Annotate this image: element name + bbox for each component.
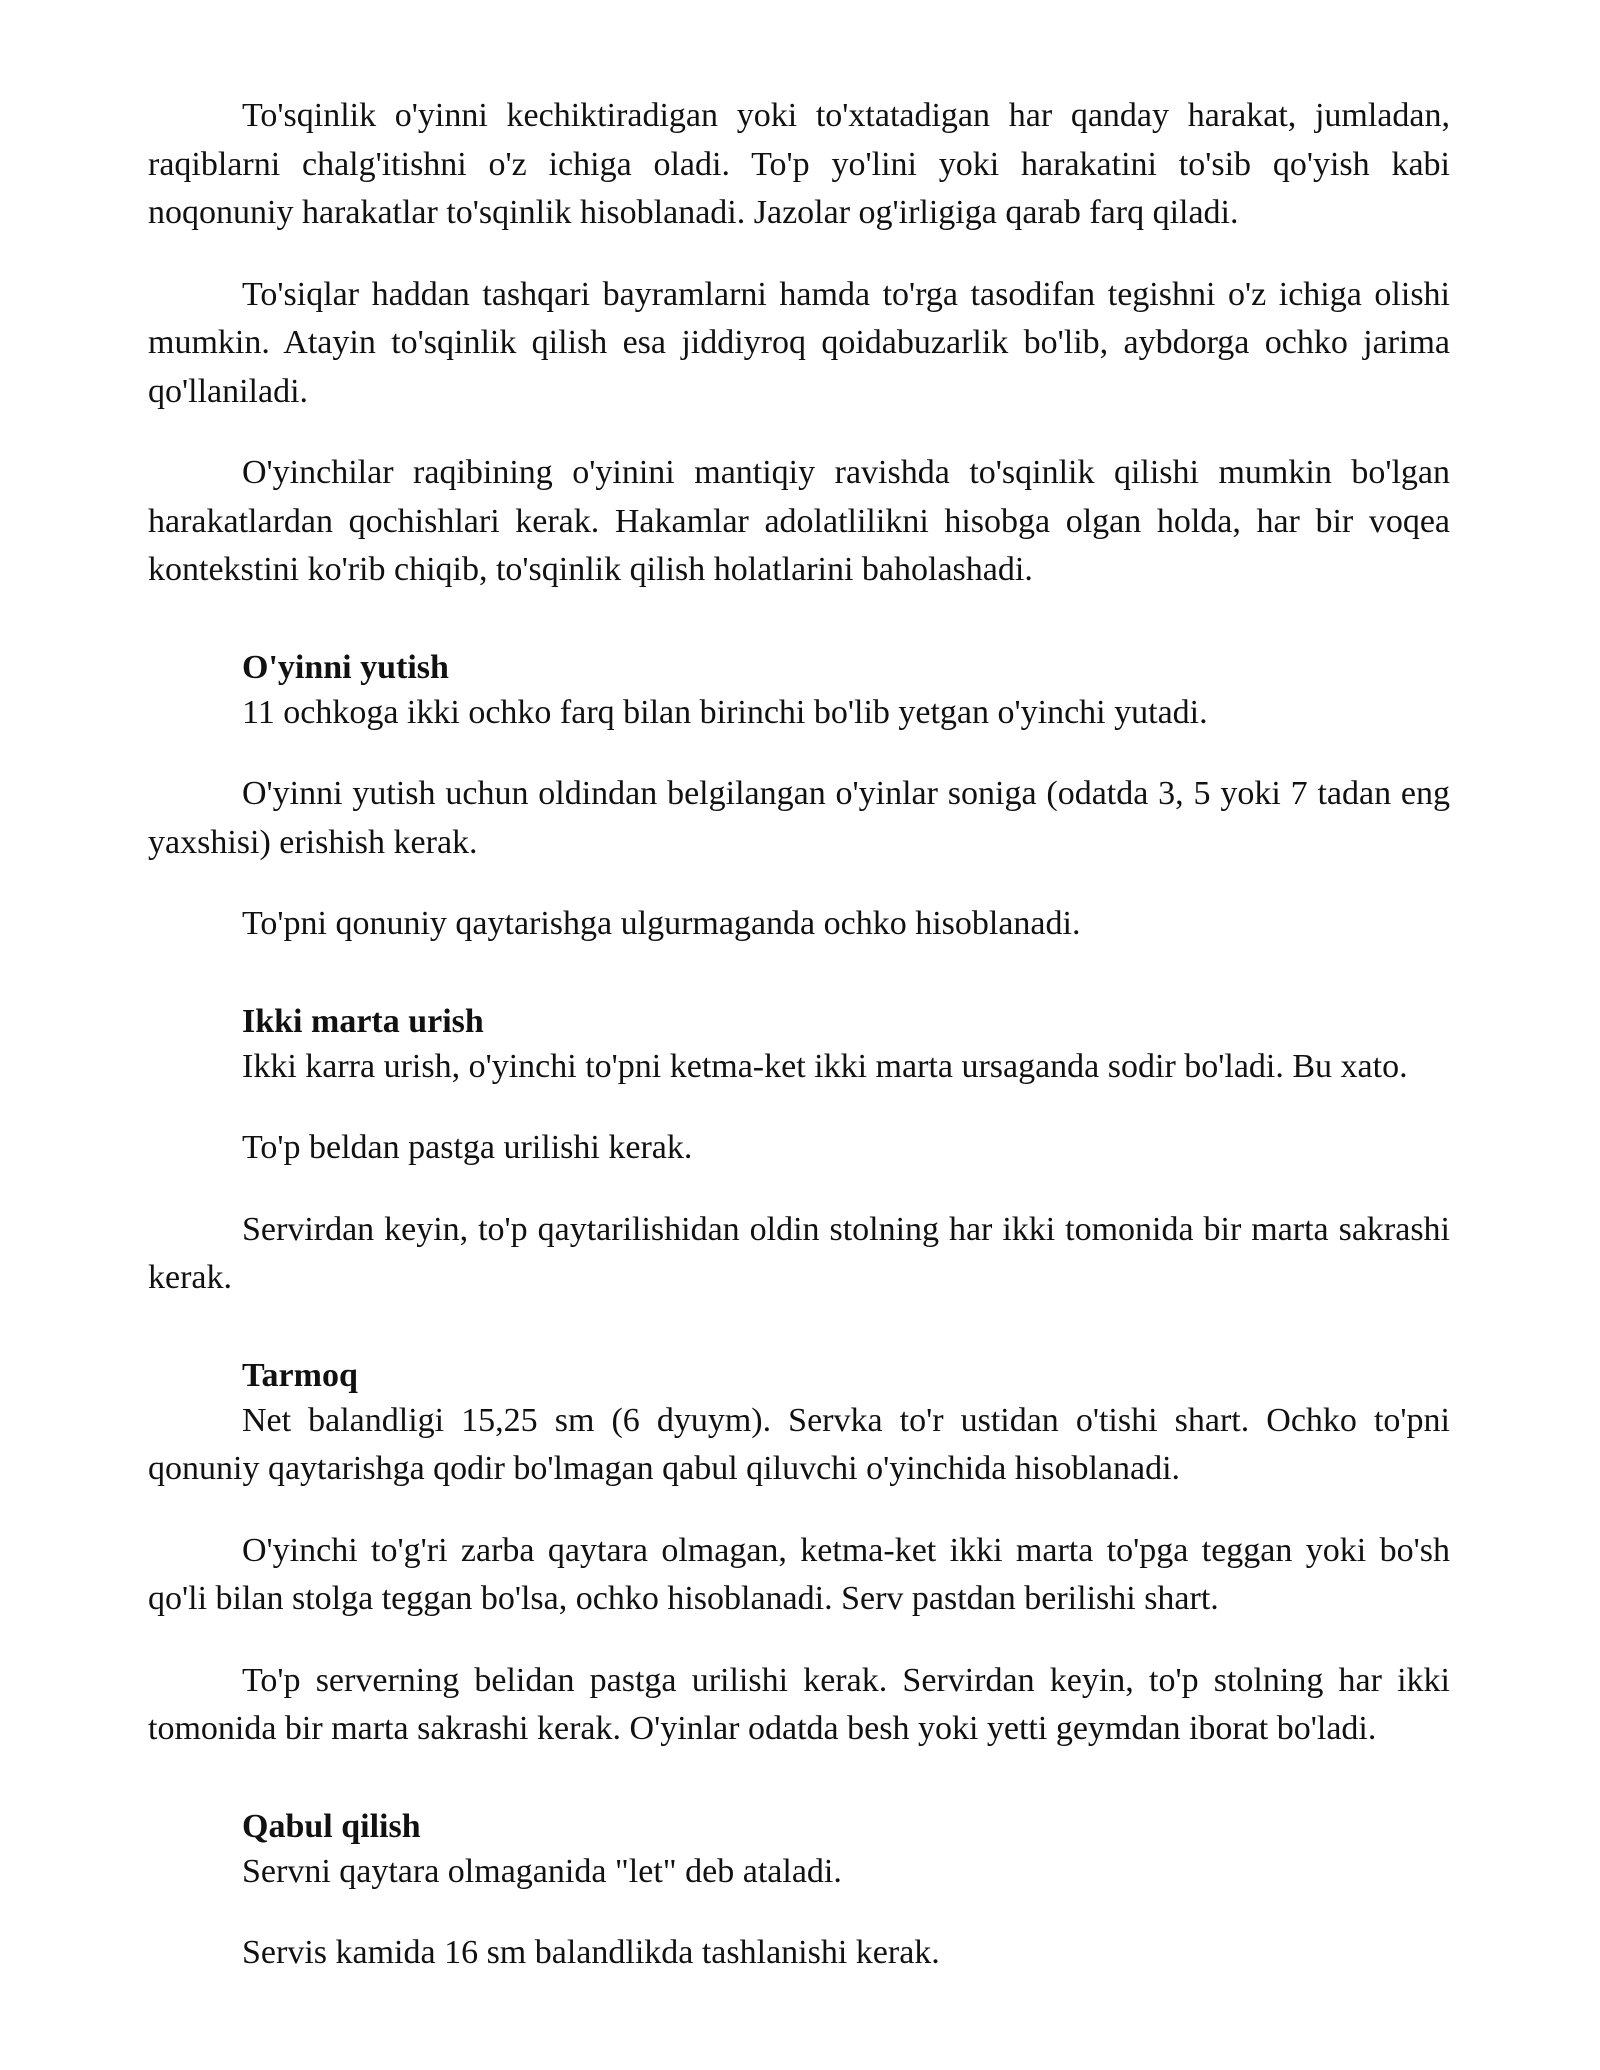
section-heading: Ikki marta urish [242,1002,484,1040]
section-receiving [148,1787,1450,1978]
paragraph: Servirdan keyin, to'p qaytarilishidan oldin stolning har ikki tomonida bir marta sakrashi kerak. [148,1210,1450,1296]
paragraph: Servni qaytara olmaganida "let" deb ataladi. [242,1852,842,1890]
paragraph: O'yinni yutish uchun oldindan belgilangan o'yinlar soniga (odatda 3, 5 yoki 7 tadan eng yaxshisi) erishish kerak. [148,775,1450,861]
section-heading: Tarmoq [242,1356,358,1394]
paragraph: To'pni qonuniy qaytarishga ulgurmaganda ochko hisoblanadi. [242,905,1081,942]
paragraph: 11 ochkoga ikki ochko farq bilan birinchi bo'lib yetgan o'yinchi yutadi. [242,693,1208,731]
paragraph: O'yinchilar raqibining o'yinini mantiqiy ravishda to'sqinlik qilishi mumkin bo'lgan harakatlardan qochishlari kerak. Hakamlar adolatlilikni hisobga olgan holda, har bir voqea kontekstini ko'rib chiqib, to'sqinlik qilish holatlarini baholashadi. [148,454,1450,588]
section-double-hit [148,982,1450,1303]
section-heading: Qabul qilish [242,1807,421,1845]
section-winning [148,628,1450,949]
paragraph: To'p serverning belidan pastga urilishi kerak. Servirdan keyin, to'p stolning har ikki tomonida bir marta sakrashi kerak. O'yinlar odatda besh yoki yetti geymdan iborat bo'ladi. [148,1661,1450,1747]
section-net [148,1336,1450,1754]
paragraph: Ikki karra urish, o'yinchi to'pni ketma-ket ikki marta ursaganda sodir bo'ladi. Bu xato. [242,1047,1408,1085]
paragraph: To'sqinlik o'yinni kechiktiradigan yoki to'xtatadigan har qanday harakat, jumladan, raqiblarni chalg'itishni o'z ichiga oladi. To'p yo'lini yoki harakatini to'sib qo'yish kabi noqonuniy harakatlar to'sqinlik hisoblanadi. Jazolar og'irligiga qarab farq qiladi. [148,97,1450,231]
paragraph: O'yinchi to'g'ri zarba qaytara olmagan, ketma-ket ikki marta to'pga teggan yoki bo'sh qo'li bilan stolga teggan bo'lsa, ochko hisoblanadi. Serv pastdan berilishi shart. [148,1531,1450,1617]
document-body [148,92,1450,2011]
paragraph: Net balandligi 15,25 sm (6 dyuym). Servka to'r ustidan o'tishi shart. Ochko to'pni qonuniy qaytarishga qodir bo'lmagan qabul qiluvchi o'yinchida hisoblanadi. [148,1401,1450,1487]
paragraph: Servis kamida 16 sm balandlikda tashlanishi kerak. [242,1934,940,1971]
paragraph: To'siqlar haddan tashqari bayramlarni hamda to'rga tasodifan tegishni o'z ichiga olishi mumkin. Atayin to'sqinlik qilish esa jiddiyroq qoidabuzarlik bo'lib, aybdorga ochko jarima qo'llaniladi. [148,275,1450,410]
paragraph: To'p beldan pastga urilishi kerak. [242,1129,693,1166]
section-heading: O'yinni yutish [242,648,449,686]
